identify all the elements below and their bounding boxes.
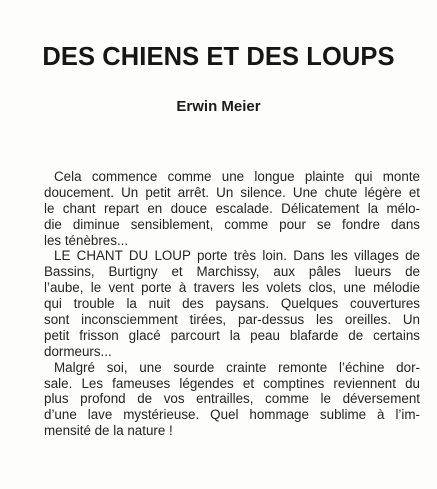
text-line: qui trouble la nuit des paysans. Quelques couvertures [44, 296, 420, 312]
text-line: dormeurs... [44, 343, 112, 359]
text-line: die diminue sensiblement, comme pour se fondre dans [44, 216, 420, 232]
text-line: d’une lave mystérieuse. Quel hommage sublime à l’im- [44, 407, 420, 423]
text-line: Bassins, Burtigny et Marchissy, aux pâles lueurs de [44, 264, 420, 280]
text-line: mensité de la nature ! [44, 423, 173, 439]
text-line: LE CHANT DU LOUP porte très loin. Dans les villages de [54, 248, 420, 264]
text-line: l’aube, le vent porte à travers les volets clos, une mélodie [44, 280, 420, 296]
text-line: Malgré soi, une sourde crainte remonte l’échine dor- [54, 359, 420, 375]
text-line: petit frisson glacé parcourt la peau blafarde de certains [44, 327, 420, 343]
article-author: Erwin Meier [176, 98, 261, 115]
text-line: les ténèbres... [44, 232, 129, 248]
text-line: plus profond de vos entrailles, comme le déversement [44, 391, 420, 407]
article-title: DES CHIENS ET DES LOUPS [42, 43, 395, 71]
text-line: sale. Les fameuses légendes et comptines reviennent du [44, 375, 420, 391]
article-body [44, 169, 420, 439]
text-line: doucement. Un petit arrêt. Un silence. Une chute légère et [44, 184, 420, 200]
text-line: sont inconsciemment tirées, par-dessus les oreilles. Un [44, 312, 420, 328]
text-line: Cela commence comme une longue plainte qui monte [54, 169, 420, 184]
text-line: le chant repart en douce escalade. Délicatement la mélo- [44, 200, 420, 216]
